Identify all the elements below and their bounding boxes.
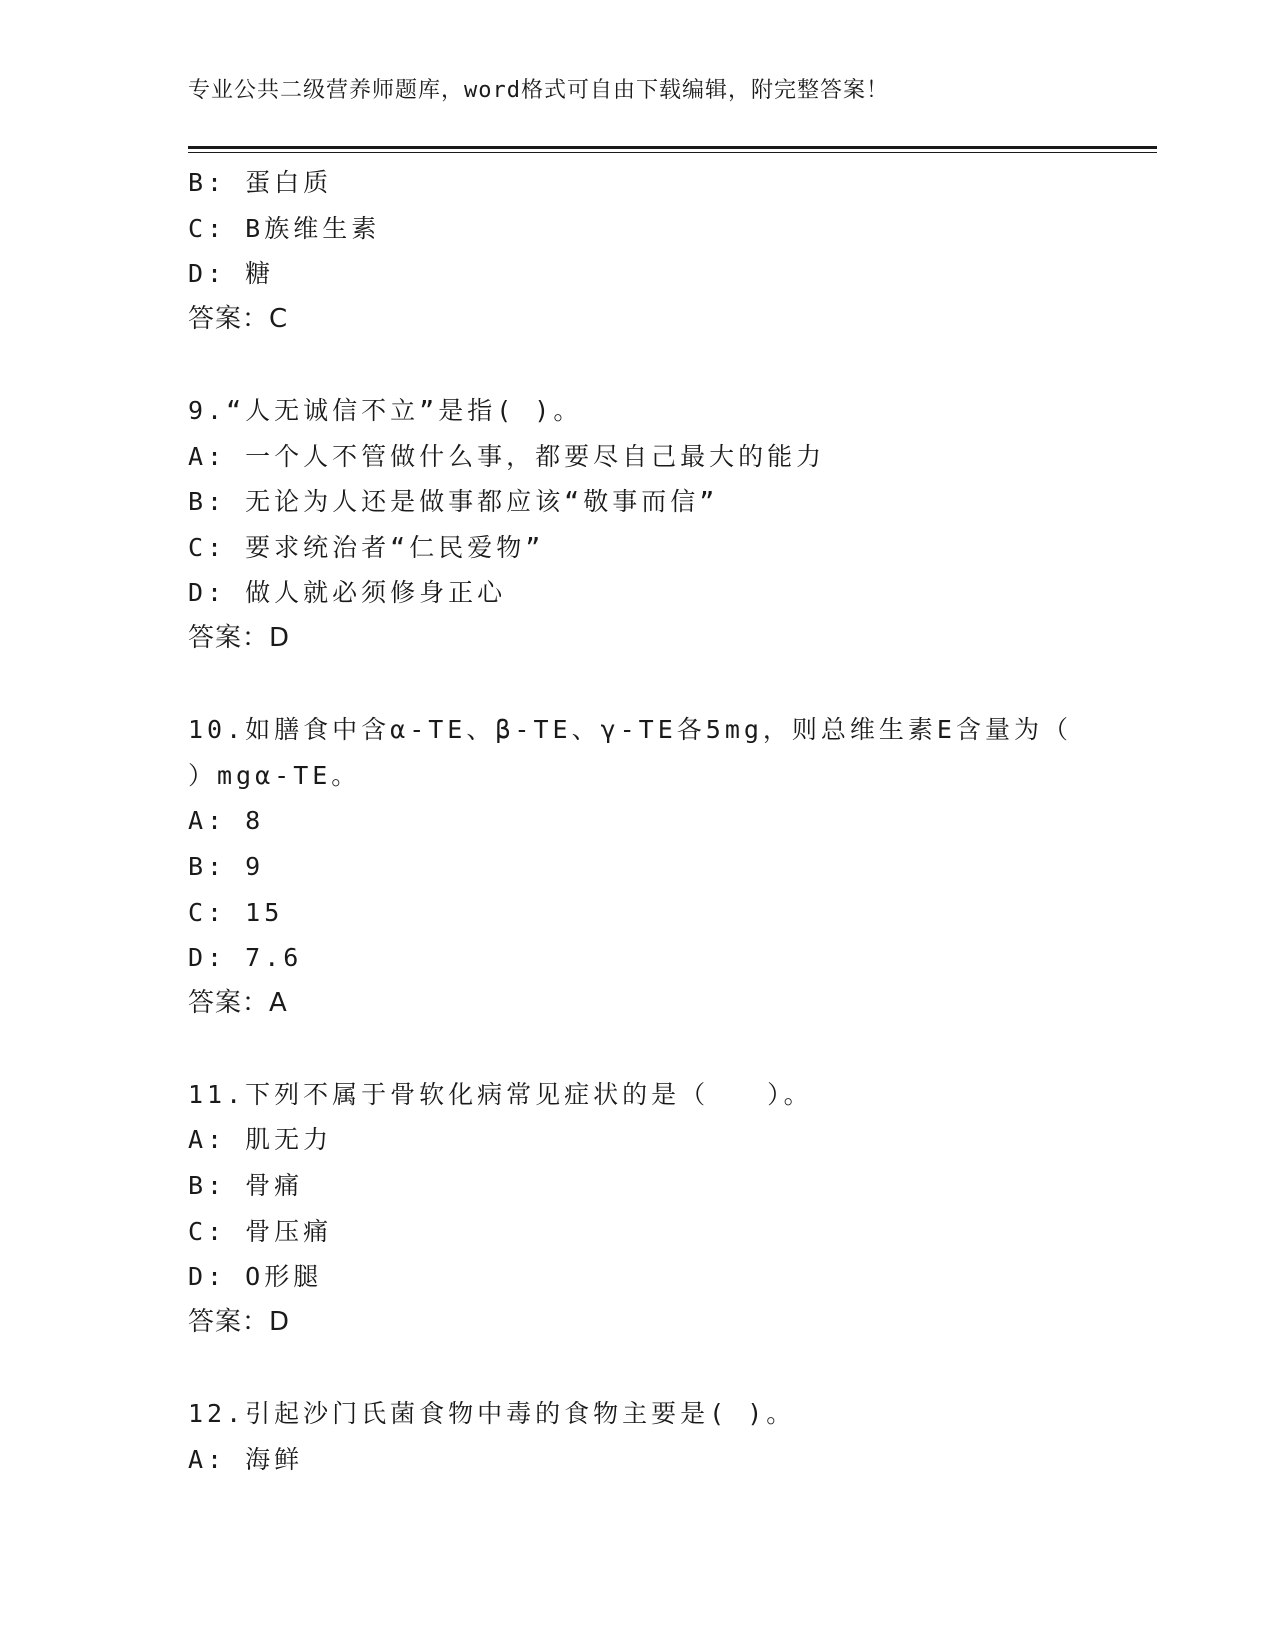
option-line: D: 糖 [188, 259, 275, 289]
option-line: C: 要求统治者“仁民爱物” [188, 532, 545, 562]
question-block [188, 388, 1088, 662]
option-line: D: 7.6 [188, 943, 303, 973]
question-stem: 11.下列不属于骨软化病常见症状的是（ ）。 [188, 1079, 813, 1109]
option-line: D: 做人就必须修身正心 [188, 578, 507, 608]
question-stem: 10.如膳食中含α-TE、β-TE、γ-TE各5mg，则总维生素E含量为（ [188, 715, 1072, 745]
option-line: B: 无论为人还是做事都应该“敬事而信” [188, 487, 719, 517]
question-block [188, 1072, 1088, 1346]
option-line: A: 肌无力 [188, 1125, 333, 1155]
answer-line: 答案：A [188, 987, 288, 1018]
option-line: C: B族维生素 [188, 213, 381, 243]
option-line: A: 一个人不管做什么事，都要尽自己最大的能力 [188, 441, 826, 471]
option-line: C: 15 [188, 897, 284, 927]
answer-line: 答案：C [188, 303, 289, 334]
option-line: B: 蛋白质 [188, 168, 333, 197]
option-line: B: 骨痛 [188, 1171, 304, 1201]
question-stem: 9.“人无诚信不立”是指( )。 [188, 395, 583, 425]
question-content [188, 160, 1088, 1482]
option-line: D: O形腿 [188, 1262, 323, 1292]
header-rule-thick [188, 146, 1157, 149]
option-line: C: 骨压痛 [188, 1216, 333, 1246]
option-line: A: 8 [188, 806, 265, 836]
question-stem-continued: ）mgα-TE。 [188, 760, 361, 790]
option-line: A: 海鲜 [188, 1444, 304, 1474]
answer-line: 答案：D [188, 1306, 291, 1337]
question-block [188, 707, 1088, 1026]
question-block [188, 160, 1088, 342]
question-block [188, 1391, 1088, 1482]
header-rule-thin [188, 152, 1157, 153]
question-stem: 12.引起沙门氏菌食物中毒的食物主要是( )。 [188, 1399, 796, 1429]
answer-line: 答案：D [188, 622, 291, 653]
page-header: 专业公共二级营养师题库，word格式可自由下载编辑，附完整答案！ [188, 78, 889, 103]
option-line: B: 9 [188, 851, 265, 881]
